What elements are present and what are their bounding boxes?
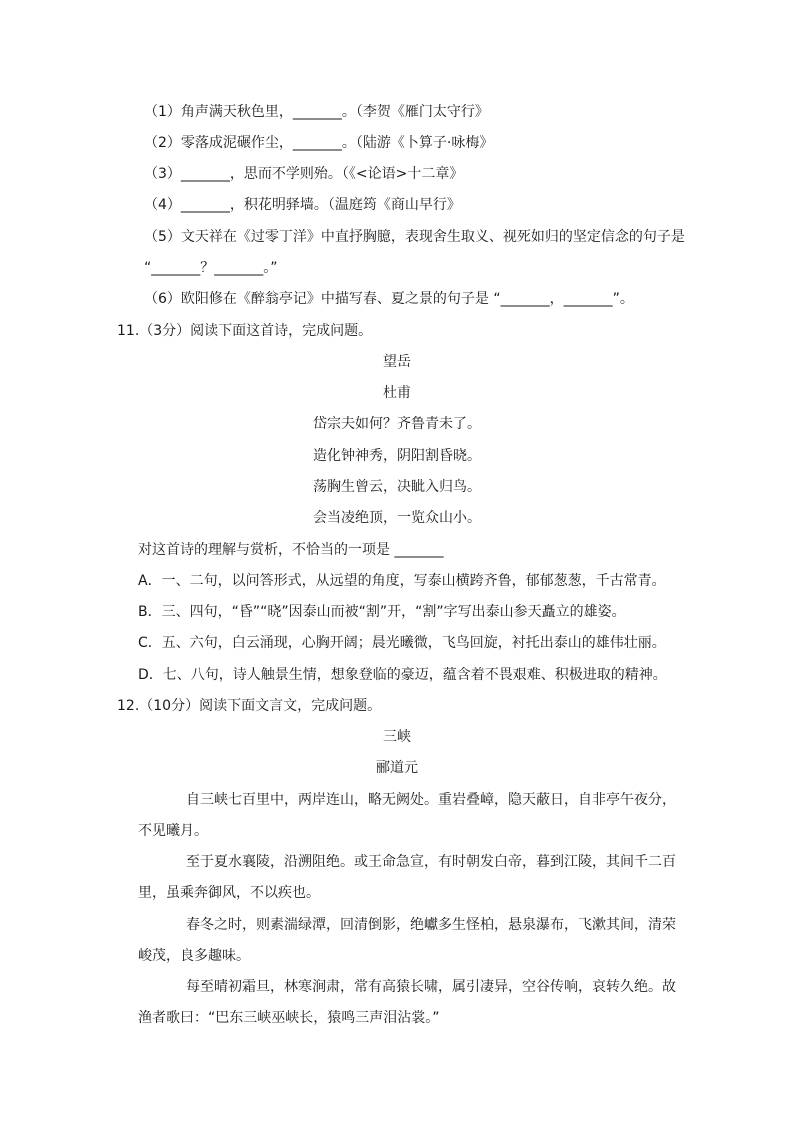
fill-in-item-5-answer: “_______？_______。”: [144, 260, 278, 276]
passage-line: 渔者歌曰：“巴东三峡巫峡长，猿鸣三声泪沾裳。”: [138, 1010, 440, 1026]
poem-title: 望岳: [383, 354, 411, 370]
question-11-stem: 对这首诗的理解与赏析，不恰当的一项是 _______: [138, 542, 444, 558]
passage-line: 里，虽乘奔御风，不以疾也。: [138, 885, 320, 901]
poem-line-3: 荡胸生曾云，决眦入归鸟。: [313, 479, 481, 495]
poem-line-2: 造化钟神秀，阴阳割昏晓。: [313, 448, 481, 464]
passage-line: 至于夏水襄陵，沿溯阻绝。或王命急宣，有时朝发白帝，暮到江陵，其间千二百: [186, 854, 676, 870]
passage-line: 每至晴初霜旦，林寒涧肃，常有高猿长啸，属引凄异，空谷传响，哀转久绝。故: [186, 979, 676, 995]
poem-line-4: 会当凌绝顶，一览众山小。: [313, 510, 481, 526]
fill-in-item-4: （4）_______，积花明驿墙。（温庭筠《商山早行》: [144, 197, 461, 213]
option-a: A．一、二句，以问答形式，从远望的角度，写泰山横跨齐鲁，郁郁葱葱，千古常青。: [138, 573, 666, 589]
passage-title: 三峡: [383, 729, 411, 745]
question-11-header: 11.（3分）阅读下面这首诗，完成问题。: [117, 323, 373, 339]
option-b: B．三、四句，“昏”“晓”因泰山而被“割”开，“割”字写出泰山参天矗立的雄姿。: [138, 604, 626, 620]
passage-line: 峻茂，良多趣味。: [138, 948, 250, 964]
fill-in-item-1: （1）角声满天秋色里，_______。（李贺《雁门太守行》: [144, 104, 489, 120]
question-12-header: 12.（10分）阅读下面文言文，完成问题。: [117, 698, 382, 714]
passage-line: 春冬之时，则素湍绿潭，回清倒影，绝巘多生怪柏，悬泉瀑布，飞漱其间，清荣: [186, 917, 676, 933]
poem-line-1: 岱宗夫如何？齐鲁青未了。: [313, 416, 481, 432]
option-c: C．五、六句，白云涌现，心胸开阔；晨光曦微，飞鸟回旋，衬托出泰山的雄伟壮丽。: [138, 635, 666, 651]
passage-line: 不见曦月。: [138, 823, 208, 839]
poem-author: 杜甫: [383, 385, 411, 401]
passage-author: 郦道元: [376, 760, 418, 776]
option-d: D．七、八句，诗人触景生情，想象登临的豪迈，蕴含着不畏艰难、积极进取的精神。: [138, 667, 667, 683]
fill-in-item-5: （5）文天祥在《过零丁洋》中直抒胸臆，表现舍生取义、视死如归的坚定信念的句子是: [144, 229, 685, 245]
passage-line: 自三峡七百里中，两岸连山，略无阙处。重岩叠嶂，隐天蔽日，自非亭午夜分，: [186, 792, 676, 808]
fill-in-item-3: （3）_______，思而不学则殆。（《<论语>十二章》: [144, 166, 464, 182]
fill-in-item-2: （2）零落成泥碾作尘，_______。（陆游《卜算子·咏梅》: [144, 135, 494, 151]
fill-in-item-6: （6）欧阳修在《醉翁亭记》中描写春、夏之景的句子是 “_______，_______”。: [144, 291, 634, 307]
